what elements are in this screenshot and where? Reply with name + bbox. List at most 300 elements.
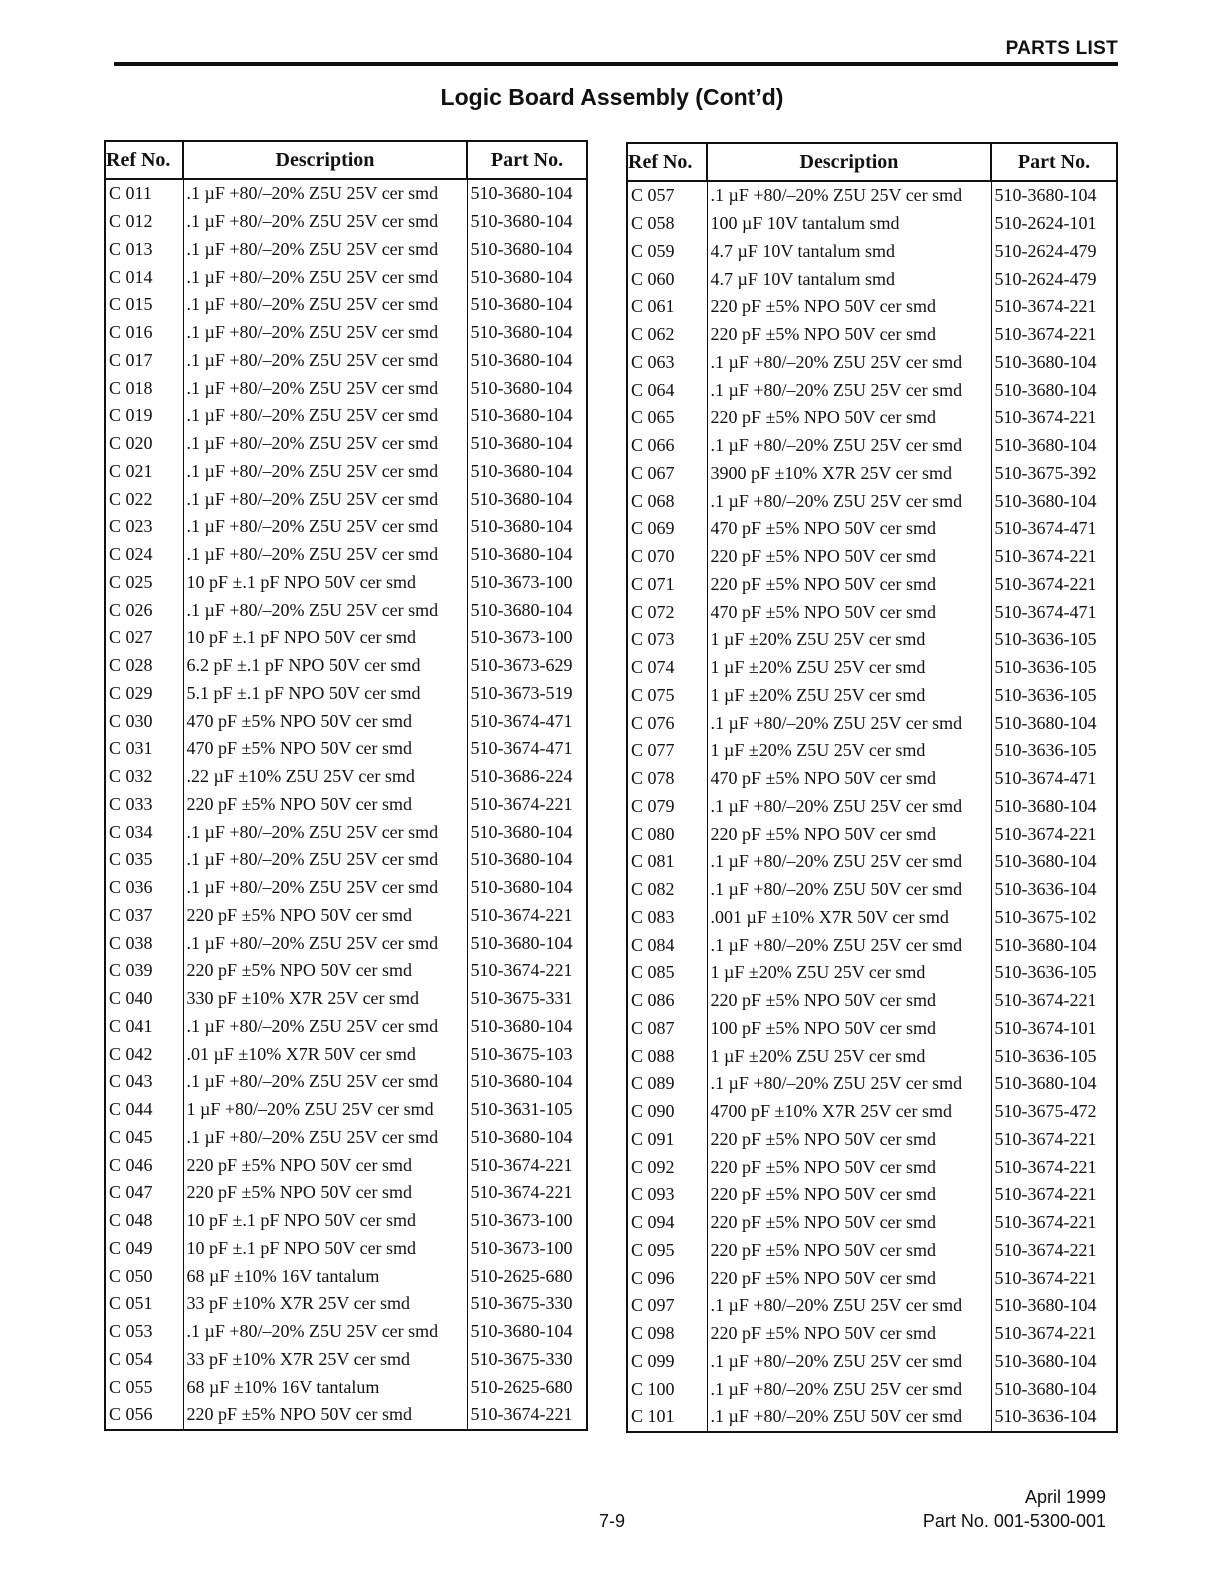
ref-no-cell: C 050 — [105, 1262, 183, 1290]
ref-no-cell: C 094 — [627, 1209, 707, 1237]
ref-no-cell: C 066 — [627, 432, 707, 460]
ref-no-cell: C 082 — [627, 876, 707, 904]
ref-no-cell: C 020 — [105, 430, 183, 458]
description-cell: 220 pF ±5% NPO 50V cer smd — [183, 1151, 467, 1179]
ref-no-cell: C 026 — [105, 596, 183, 624]
part-no-cell: 510-3636-105 — [991, 682, 1117, 710]
ref-no-cell: C 060 — [627, 265, 707, 293]
table-row — [105, 735, 587, 763]
description-cell: .1 µF +80/–20% Z5U 25V cer smd — [707, 349, 991, 377]
table-row — [627, 571, 1117, 599]
ref-no-cell: C 089 — [627, 1070, 707, 1098]
table-row — [627, 1181, 1117, 1209]
description-cell: 220 pF ±5% NPO 50V cer smd — [183, 1179, 467, 1207]
description-cell: 220 pF ±5% NPO 50V cer smd — [183, 902, 467, 930]
part-no-cell: 510-3674-221 — [467, 791, 587, 819]
description-cell: .1 µF +80/–20% Z5U 25V cer smd — [183, 179, 467, 208]
ref-no-cell: C 056 — [105, 1401, 183, 1430]
table-row — [627, 765, 1117, 793]
part-no-cell: 510-3680-104 — [991, 181, 1117, 210]
part-no-cell: 510-3675-102 — [991, 904, 1117, 932]
description-cell: .1 µF +80/–20% Z5U 25V cer smd — [183, 291, 467, 319]
ref-no-cell: C 054 — [105, 1346, 183, 1374]
description-cell: 220 pF ±5% NPO 50V cer smd — [707, 1209, 991, 1237]
table-row — [627, 460, 1117, 488]
table-row — [105, 1262, 587, 1290]
description-cell: .1 µF +80/–20% Z5U 25V cer smd — [707, 793, 991, 821]
table-row — [105, 652, 587, 680]
part-no-cell: 510-3680-104 — [467, 402, 587, 430]
ref-no-cell: C 017 — [105, 347, 183, 375]
table-row — [627, 1098, 1117, 1126]
table-row — [627, 626, 1117, 654]
description-cell: 470 pF ±5% NPO 50V cer smd — [707, 515, 991, 543]
part-no-cell: 510-3674-221 — [991, 571, 1117, 599]
table-row — [627, 543, 1117, 571]
table-row — [627, 181, 1117, 210]
table-row — [627, 515, 1117, 543]
part-no-cell: 510-3673-629 — [467, 652, 587, 680]
ref-no-cell: C 046 — [105, 1151, 183, 1179]
part-no-cell: 510-3674-221 — [991, 987, 1117, 1015]
description-cell: 220 pF ±5% NPO 50V cer smd — [183, 1401, 467, 1430]
description-cell: 1 µF ±20% Z5U 25V cer smd — [707, 959, 991, 987]
description-cell: 4700 pF ±10% X7R 25V cer smd — [707, 1098, 991, 1126]
table-row — [627, 598, 1117, 626]
part-no-cell: 510-3675-392 — [991, 460, 1117, 488]
ref-no-cell: C 088 — [627, 1042, 707, 1070]
table-row — [105, 1235, 587, 1263]
part-no-cell: 510-3680-104 — [991, 931, 1117, 959]
part-no-cell: 510-3680-104 — [991, 376, 1117, 404]
part-no-cell: 510-3636-105 — [991, 959, 1117, 987]
part-no-cell: 510-3686-224 — [467, 763, 587, 791]
part-no-cell: 510-3674-471 — [467, 707, 587, 735]
part-no-cell: 510-3675-331 — [467, 985, 587, 1013]
part-no-cell: 510-3680-104 — [467, 458, 587, 486]
part-no-cell: 510-3674-471 — [991, 515, 1117, 543]
description-cell: .1 µF +80/–20% Z5U 50V cer smd — [707, 1403, 991, 1432]
ref-no-cell: C 049 — [105, 1235, 183, 1263]
ref-no-cell: C 048 — [105, 1207, 183, 1235]
part-no-cell: 510-3636-105 — [991, 737, 1117, 765]
table-row — [105, 569, 587, 597]
ref-no-cell: C 085 — [627, 959, 707, 987]
description-cell: 100 pF ±5% NPO 50V cer smd — [707, 1015, 991, 1043]
ref-no-cell: C 083 — [627, 904, 707, 932]
part-no-cell: 510-3680-104 — [991, 1070, 1117, 1098]
part-no-cell: 510-3636-105 — [991, 626, 1117, 654]
description-cell: .1 µF +80/–20% Z5U 25V cer smd — [183, 236, 467, 264]
ref-no-cell: C 013 — [105, 236, 183, 264]
ref-no-cell: C 037 — [105, 902, 183, 930]
part-no-cell: 510-3674-221 — [991, 1181, 1117, 1209]
ref-no-cell: C 095 — [627, 1237, 707, 1265]
table-row — [105, 624, 587, 652]
table-row — [105, 291, 587, 319]
ref-no-cell: C 038 — [105, 929, 183, 957]
description-cell: 3900 pF ±10% X7R 25V cer smd — [707, 460, 991, 488]
description-cell: 220 pF ±5% NPO 50V cer smd — [707, 1181, 991, 1209]
table-row — [627, 820, 1117, 848]
table-row — [627, 376, 1117, 404]
table-row — [627, 432, 1117, 460]
description-cell: 220 pF ±5% NPO 50V cer smd — [707, 1126, 991, 1154]
ref-no-cell: C 036 — [105, 874, 183, 902]
part-no-cell: 510-3636-105 — [991, 1042, 1117, 1070]
table-row — [627, 265, 1117, 293]
ref-no-cell: C 014 — [105, 263, 183, 291]
table-row — [105, 236, 587, 264]
table-row — [105, 179, 587, 208]
table-row — [627, 1292, 1117, 1320]
table-row — [105, 1151, 587, 1179]
ref-no-cell: C 071 — [627, 571, 707, 599]
ref-no-cell: C 055 — [105, 1373, 183, 1401]
description-cell: .1 µF +80/–20% Z5U 25V cer smd — [707, 1348, 991, 1376]
description-cell: .1 µF +80/–20% Z5U 25V cer smd — [707, 848, 991, 876]
part-no-cell: 510-3674-221 — [991, 1209, 1117, 1237]
description-cell: .01 µF ±10% X7R 50V cer smd — [183, 1040, 467, 1068]
table-row — [105, 707, 587, 735]
table-row — [627, 654, 1117, 682]
part-no-cell: 510-3680-104 — [467, 263, 587, 291]
ref-no-cell: C 086 — [627, 987, 707, 1015]
description-cell: 33 pF ±10% X7R 25V cer smd — [183, 1290, 467, 1318]
part-no-cell: 510-3674-221 — [467, 1401, 587, 1430]
description-cell: 10 pF ±.1 pF NPO 50V cer smd — [183, 624, 467, 652]
description-cell: 4.7 µF 10V tantalum smd — [707, 238, 991, 266]
part-no-cell: 510-3673-100 — [467, 1235, 587, 1263]
description-cell: .1 µF +80/–20% Z5U 25V cer smd — [183, 374, 467, 402]
table-row — [105, 263, 587, 291]
ref-no-cell: C 035 — [105, 846, 183, 874]
part-no-cell: 510-3680-104 — [991, 793, 1117, 821]
ref-no-cell: C 099 — [627, 1348, 707, 1376]
part-no-cell: 510-3675-330 — [467, 1346, 587, 1374]
description-cell: 220 pF ±5% NPO 50V cer smd — [707, 1153, 991, 1181]
part-no-cell: 510-3680-104 — [991, 848, 1117, 876]
description-cell: 6.2 pF ±.1 pF NPO 50V cer smd — [183, 652, 467, 680]
description-header: Description — [707, 143, 991, 181]
table-row — [105, 347, 587, 375]
ref-no-cell: C 044 — [105, 1096, 183, 1124]
part-no-cell: 510-3680-104 — [991, 432, 1117, 460]
table-row — [105, 1179, 587, 1207]
ref-no-cell: C 070 — [627, 543, 707, 571]
table-row — [105, 1318, 587, 1346]
header-rule — [114, 62, 1118, 66]
table-row — [105, 402, 587, 430]
description-cell: 220 pF ±5% NPO 50V cer smd — [183, 791, 467, 819]
ref-no-cell: C 057 — [627, 181, 707, 210]
ref-no-cell: C 077 — [627, 737, 707, 765]
table-row — [105, 1346, 587, 1374]
ref-no-cell: C 100 — [627, 1375, 707, 1403]
part-no-cell: 510-3636-105 — [991, 654, 1117, 682]
document-part-number: Part No. 001-5300-001 — [922, 1511, 1106, 1531]
ref-no-cell: C 079 — [627, 793, 707, 821]
ref-no-cell: C 042 — [105, 1040, 183, 1068]
table-row — [627, 1264, 1117, 1292]
part-no-cell: 510-3674-221 — [467, 902, 587, 930]
table-row — [105, 1013, 587, 1041]
page-title: Logic Board Assembly (Cont’d) — [440, 84, 784, 110]
ref-no-cell: C 047 — [105, 1179, 183, 1207]
ref-no-cell: C 092 — [627, 1153, 707, 1181]
part-no-cell: 510-3674-221 — [991, 1153, 1117, 1181]
part-no-cell: 510-3680-104 — [467, 929, 587, 957]
table-row — [105, 541, 587, 569]
table-row — [627, 238, 1117, 266]
description-cell: 220 pF ±5% NPO 50V cer smd — [183, 957, 467, 985]
ref-no-cell: C 065 — [627, 404, 707, 432]
table-row — [105, 680, 587, 708]
part-no-cell: 510-3680-104 — [991, 1348, 1117, 1376]
part-no-cell: 510-3680-104 — [467, 236, 587, 264]
ref-no-cell: C 072 — [627, 598, 707, 626]
part-no-cell: 510-3680-104 — [991, 487, 1117, 515]
part-no-cell: 510-3680-104 — [991, 709, 1117, 737]
description-cell: 1 µF ±20% Z5U 25V cer smd — [707, 682, 991, 710]
table-row — [627, 1070, 1117, 1098]
ref-no-cell: C 069 — [627, 515, 707, 543]
description-cell: 1 µF ±20% Z5U 25V cer smd — [707, 654, 991, 682]
part-no-cell: 510-3680-104 — [467, 291, 587, 319]
table-header-row — [627, 143, 1117, 181]
table-row — [105, 957, 587, 985]
ref-no-cell: C 041 — [105, 1013, 183, 1041]
table-row — [627, 1126, 1117, 1154]
description-cell: 100 µF 10V tantalum smd — [707, 210, 991, 238]
part-no-cell: 510-3680-104 — [467, 319, 587, 347]
table-row — [105, 1207, 587, 1235]
ref-no-cell: C 063 — [627, 349, 707, 377]
ref-no-cell: C 015 — [105, 291, 183, 319]
description-cell: 68 µF ±10% 16V tantalum — [183, 1262, 467, 1290]
description-cell: .001 µF ±10% X7R 50V cer smd — [707, 904, 991, 932]
table-row — [105, 485, 587, 513]
table-row — [105, 430, 587, 458]
ref-no-cell: C 031 — [105, 735, 183, 763]
description-cell: 10 pF ±.1 pF NPO 50V cer smd — [183, 1207, 467, 1235]
part-no-cell: 510-3674-221 — [991, 1320, 1117, 1348]
ref-no-cell: C 019 — [105, 402, 183, 430]
description-cell: 470 pF ±5% NPO 50V cer smd — [183, 735, 467, 763]
description-cell: 5.1 pF ±.1 pF NPO 50V cer smd — [183, 680, 467, 708]
description-cell: 220 pF ±5% NPO 50V cer smd — [707, 820, 991, 848]
part-no-cell: 510-3675-330 — [467, 1290, 587, 1318]
ref-no-cell: C 030 — [105, 707, 183, 735]
part-no-cell: 510-3680-104 — [467, 208, 587, 236]
table-row — [627, 1237, 1117, 1265]
description-cell: 220 pF ±5% NPO 50V cer smd — [707, 571, 991, 599]
description-cell: 4.7 µF 10V tantalum smd — [707, 265, 991, 293]
description-cell: .1 µF +80/–20% Z5U 25V cer smd — [183, 485, 467, 513]
ref-no-cell: C 097 — [627, 1292, 707, 1320]
table-row — [105, 1290, 587, 1318]
part-no-cell: 510-3674-101 — [991, 1015, 1117, 1043]
ref-no-cell: C 051 — [105, 1290, 183, 1318]
part-no-cell: 510-3673-519 — [467, 680, 587, 708]
part-no-cell: 510-2625-680 — [467, 1373, 587, 1401]
ref-no-cell: C 021 — [105, 458, 183, 486]
part-no-cell: 510-3674-221 — [467, 957, 587, 985]
part-no-cell: 510-3674-221 — [991, 321, 1117, 349]
ref-no-cell: C 012 — [105, 208, 183, 236]
part-no-cell: 510-3674-471 — [991, 598, 1117, 626]
ref-no-cell: C 073 — [627, 626, 707, 654]
description-cell: .1 µF +80/–20% Z5U 25V cer smd — [707, 432, 991, 460]
ref-no-cell: C 039 — [105, 957, 183, 985]
part-no-cell: 510-3674-221 — [991, 543, 1117, 571]
table-row — [105, 1373, 587, 1401]
description-cell: 220 pF ±5% NPO 50V cer smd — [707, 1264, 991, 1292]
table-row — [627, 959, 1117, 987]
ref-no-cell: C 080 — [627, 820, 707, 848]
part-no-cell: 510-3674-221 — [467, 1151, 587, 1179]
ref-no-header: Ref No. — [627, 143, 707, 181]
part-no-cell: 510-3680-104 — [467, 347, 587, 375]
table-row — [627, 1348, 1117, 1376]
ref-no-cell: C 025 — [105, 569, 183, 597]
ref-no-cell: C 032 — [105, 763, 183, 791]
part-no-cell: 510-3674-221 — [991, 1237, 1117, 1265]
table-row — [105, 596, 587, 624]
table-row — [627, 1209, 1117, 1237]
description-cell: 1 µF ±20% Z5U 25V cer smd — [707, 737, 991, 765]
table-row — [105, 763, 587, 791]
table-row — [627, 737, 1117, 765]
part-no-cell: 510-3680-104 — [467, 846, 587, 874]
part-no-cell: 510-3674-221 — [467, 1179, 587, 1207]
table-row — [105, 791, 587, 819]
description-cell: .1 µF +80/–20% Z5U 25V cer smd — [707, 931, 991, 959]
ref-no-cell: C 043 — [105, 1068, 183, 1096]
ref-no-cell: C 016 — [105, 319, 183, 347]
ref-no-cell: C 024 — [105, 541, 183, 569]
description-cell: 1 µF ±20% Z5U 25V cer smd — [707, 1042, 991, 1070]
ref-no-cell: C 075 — [627, 682, 707, 710]
table-row — [627, 876, 1117, 904]
description-cell: .1 µF +80/–20% Z5U 25V cer smd — [707, 1375, 991, 1403]
part-no-cell: 510-2624-479 — [991, 238, 1117, 266]
table-row — [627, 987, 1117, 1015]
table-header-row — [105, 141, 587, 179]
description-cell: .1 µF +80/–20% Z5U 25V cer smd — [183, 402, 467, 430]
description-cell: 10 pF ±.1 pF NPO 50V cer smd — [183, 569, 467, 597]
ref-no-header: Ref No. — [105, 141, 183, 179]
table-row — [627, 848, 1117, 876]
section-label: PARTS LIST — [1005, 38, 1118, 59]
table-row — [627, 1375, 1117, 1403]
description-cell: .1 µF +80/–20% Z5U 25V cer smd — [183, 430, 467, 458]
ref-no-cell: C 098 — [627, 1320, 707, 1348]
table-row — [105, 985, 587, 1013]
part-no-cell: 510-3680-104 — [467, 818, 587, 846]
description-cell: .1 µF +80/–20% Z5U 25V cer smd — [707, 1292, 991, 1320]
description-cell: .1 µF +80/–20% Z5U 25V cer smd — [707, 376, 991, 404]
part-no-cell: 510-3675-472 — [991, 1098, 1117, 1126]
table-row — [105, 874, 587, 902]
ref-no-cell: C 022 — [105, 485, 183, 513]
description-cell: .1 µF +80/–20% Z5U 50V cer smd — [707, 876, 991, 904]
table-row — [627, 904, 1117, 932]
table-row — [105, 818, 587, 846]
parts-table-left — [104, 140, 588, 1431]
description-cell: 220 pF ±5% NPO 50V cer smd — [707, 321, 991, 349]
revision-date: April 1999 — [1024, 1487, 1106, 1507]
part-no-cell: 510-3680-104 — [467, 596, 587, 624]
ref-no-cell: C 101 — [627, 1403, 707, 1432]
ref-no-cell: C 084 — [627, 931, 707, 959]
ref-no-cell: C 091 — [627, 1126, 707, 1154]
table-row — [105, 1068, 587, 1096]
description-cell: .1 µF +80/–20% Z5U 25V cer smd — [183, 1013, 467, 1041]
part-no-cell: 510-3680-104 — [467, 430, 587, 458]
part-no-cell: 510-3680-104 — [467, 1318, 587, 1346]
description-cell: .1 µF +80/–20% Z5U 25V cer smd — [707, 181, 991, 210]
description-cell: .1 µF +80/–20% Z5U 25V cer smd — [183, 596, 467, 624]
parts-table-right — [626, 142, 1118, 1433]
part-no-cell: 510-3673-100 — [467, 1207, 587, 1235]
ref-no-cell: C 076 — [627, 709, 707, 737]
ref-no-cell: C 090 — [627, 1098, 707, 1126]
part-no-cell: 510-3636-104 — [991, 876, 1117, 904]
part-no-cell: 510-3636-104 — [991, 1403, 1117, 1432]
table-row — [105, 846, 587, 874]
description-cell: .1 µF +80/–20% Z5U 25V cer smd — [183, 319, 467, 347]
table-row — [627, 1042, 1117, 1070]
description-cell: .1 µF +80/–20% Z5U 25V cer smd — [183, 818, 467, 846]
description-cell: 470 pF ±5% NPO 50V cer smd — [707, 765, 991, 793]
part-no-cell: 510-2624-101 — [991, 210, 1117, 238]
part-no-cell: 510-3674-221 — [991, 404, 1117, 432]
page-number: 7-9 — [598, 1511, 625, 1531]
ref-no-cell: C 011 — [105, 179, 183, 208]
part-no-cell: 510-3673-100 — [467, 569, 587, 597]
ref-no-cell: C 096 — [627, 1264, 707, 1292]
description-cell: .1 µF +80/–20% Z5U 25V cer smd — [707, 487, 991, 515]
description-cell: .1 µF +80/–20% Z5U 25V cer smd — [707, 1070, 991, 1098]
description-cell: 10 pF ±.1 pF NPO 50V cer smd — [183, 1235, 467, 1263]
description-cell: .1 µF +80/–20% Z5U 25V cer smd — [183, 1318, 467, 1346]
part-no-cell: 510-3674-221 — [991, 820, 1117, 848]
ref-no-cell: C 028 — [105, 652, 183, 680]
part-no-cell: 510-3674-221 — [991, 293, 1117, 321]
ref-no-cell: C 064 — [627, 376, 707, 404]
part-no-cell: 510-2624-479 — [991, 265, 1117, 293]
ref-no-cell: C 059 — [627, 238, 707, 266]
description-cell: 470 pF ±5% NPO 50V cer smd — [183, 707, 467, 735]
table-row — [105, 1401, 587, 1430]
part-no-cell: 510-3674-221 — [991, 1126, 1117, 1154]
table-row — [627, 931, 1117, 959]
description-cell: 1 µF ±20% Z5U 25V cer smd — [707, 626, 991, 654]
description-cell: .1 µF +80/–20% Z5U 25V cer smd — [707, 709, 991, 737]
part-no-cell: 510-3631-105 — [467, 1096, 587, 1124]
part-no-cell: 510-3680-104 — [467, 874, 587, 902]
table-row — [627, 1320, 1117, 1348]
ref-no-cell: C 058 — [627, 210, 707, 238]
table-row — [105, 374, 587, 402]
description-cell: 220 pF ±5% NPO 50V cer smd — [707, 404, 991, 432]
ref-no-cell: C 027 — [105, 624, 183, 652]
description-cell: 33 pF ±10% X7R 25V cer smd — [183, 1346, 467, 1374]
part-no-cell: 510-3680-104 — [467, 1068, 587, 1096]
description-cell: 470 pF ±5% NPO 50V cer smd — [707, 598, 991, 626]
ref-no-cell: C 029 — [105, 680, 183, 708]
